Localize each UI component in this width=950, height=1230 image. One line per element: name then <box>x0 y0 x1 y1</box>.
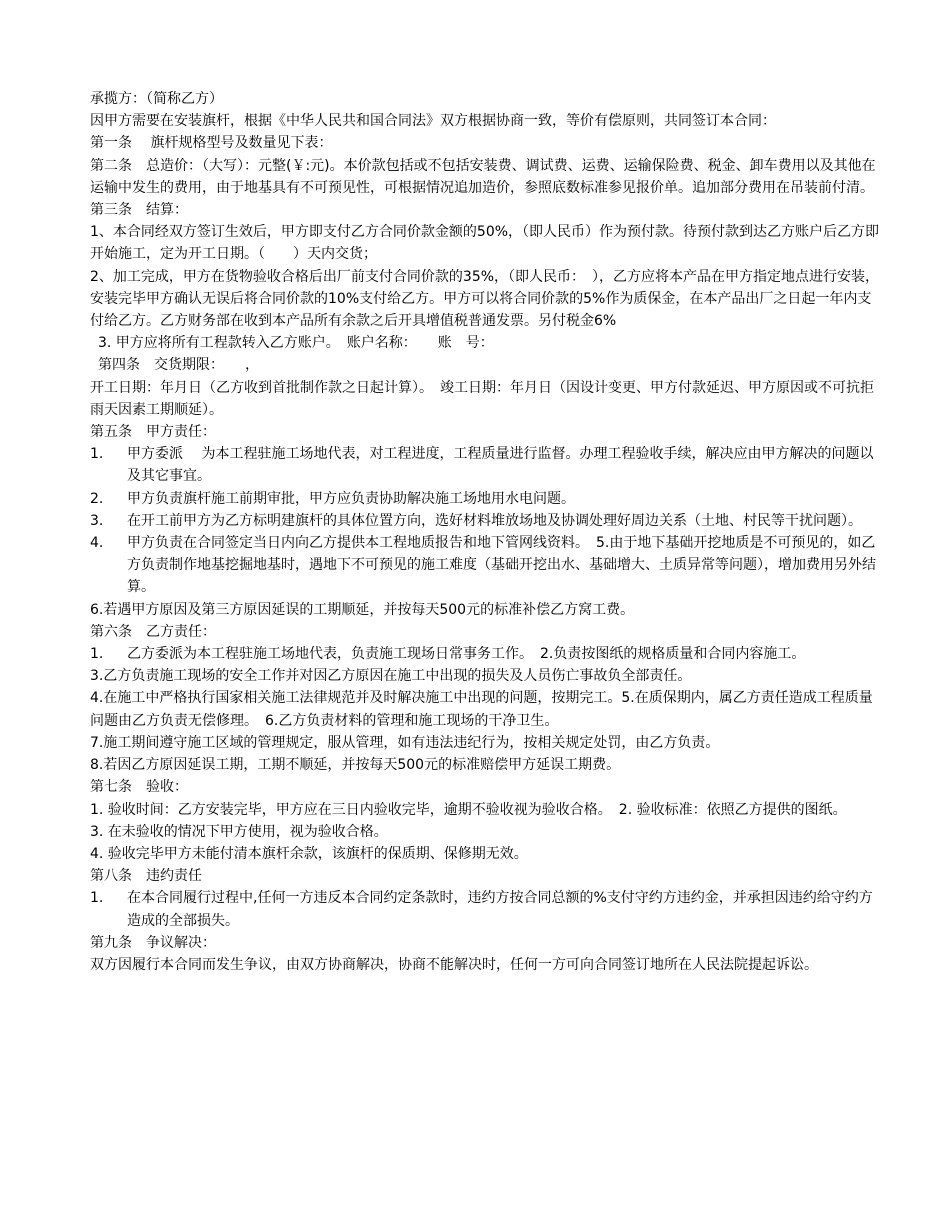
article-6-clause-7: 7.施工期间遵守施工区域的管理规定，服从管理，如有违法违纪行为，按相关规定处罚，由乙方负责。 <box>90 734 720 751</box>
article-8-title: 第八条 违约责任 <box>90 868 202 885</box>
list-item-text: 甲方委派 为本工程驻施工场地代表，对工程进度，工程质量进行监督。办理工程验收手续，解决应由甲方解决的问题以及其它事宜。 <box>127 446 874 485</box>
article-2: 第二条 总造价：（大写）：元整(￥:元)。本价款包括或不包括安装费、调试费、运费、运输保险费、税金、卸车费用以及其他在运输中发生的费用，由于地基具有不可预见性，可根据情况追加造价，参照底数标准参见报价单。追加部分费用在吊装前付清。 <box>90 157 876 196</box>
article-3-clause-2: 2、加工完成，甲方在货物验收合格后出厂前支付合同价款的35%，（即人民币： ），乙方应将本产品在甲方指定地点进行安装，安装完毕甲方确认无误后将合同价款的10%支付给乙方。甲方可以将合同价款的5%作为质保金，在本产品出厂之日起一年内支付给乙方。乙方财务部在收到本产品所有余款之后开具增值税普通发票。另付税金6% <box>90 268 880 330</box>
list-item-text: 在开工前甲方为乙方标明建旗杆的具体位置方向，选好材料堆放场地及协调处理好周边关系（土地、村民等干扰问题）。 <box>127 512 862 529</box>
list-item <box>90 643 880 665</box>
article-7-clause-1: 1. 验收时间：乙方安装完毕，甲方应在三日内验收完毕，逾期不验收视为验收合格。 2. 验收标准：依照乙方提供的图纸。 <box>90 801 847 818</box>
list-item-text: 乙方委派为本工程驻施工场地代表，负责施工现场日常事务工作。 2.负责按图纸的规格质量和合同内容施工。 <box>127 646 806 663</box>
party-b-line: 承揽方：（简称乙方） <box>90 91 223 107</box>
article-5-clause-6: 6.若遇甲方原因及第三方原因延误的工期顺延，并按每天500元的标准补偿乙方窝工费。 <box>90 601 635 618</box>
article-3-clause-1: 1、本合同经双方签订生效后，甲方即支付乙方合同价款金额的50%，（即人民币）作为预付款。待预付款到达乙方账户后乙方即开始施工，定为开工日期。（ ）天内交货； <box>90 224 880 263</box>
article-1: 第一条 旗杆规格型号及数量见下表： <box>90 135 333 152</box>
article-6-clause-3: 3.乙方负责施工现场的安全工作并对因乙方原因在施工中出现的损失及人员伤亡事故负全部责任。 <box>90 668 692 685</box>
list-item-number: 4. <box>90 535 104 552</box>
article-6-clause-4: 4.在施工中严格执行国家相关施工法律规范并及时解决施工中出现的问题，按期完工。5.在质保期内，属乙方责任造成工程质量问题由乙方负责无偿修理。 6.乙方负责材料的管理和施工现场的干净卫生。 <box>90 690 873 729</box>
list-item-number: 1. <box>90 446 104 463</box>
article-5-title: 第五条 甲方责任： <box>90 424 216 441</box>
list-item <box>90 510 880 532</box>
article-4-title: 第四条 交货期限： ， <box>98 357 259 374</box>
article-4-dates: 开工日期：年月日（乙方收到首批制作款之日起计算）。 竣工日期：年月日（因设计变更、甲方付款延迟、甲方原因或不可抗拒雨天因素工期顺延）。 <box>90 379 874 418</box>
article-7-title: 第七条 验收： <box>90 779 188 796</box>
list-item-text: 甲方负责在合同签定当日内向乙方提供本工程地质报告和地下管网线资料。 5.由于地下基础开挖地质是不可预见的，如乙方负责制作地基挖掘地基时，遇地下不可预见的施工难度（基础开挖出水、基础增大、土质异常等问题），增加费用另外结算。 <box>127 535 876 596</box>
list-item-number: 1. <box>90 890 104 907</box>
list-item <box>90 532 880 599</box>
intro-paragraph: 因甲方需要在安装旗杆，根据《中华人民共和国合同法》双方根据协商一致，等价有偿原则，共同签订本合同： <box>90 113 776 130</box>
article-7-clause-4: 4. 验收完毕甲方未能付清本旗杆余款，该旗杆的保质期、保修期无效。 <box>90 845 528 862</box>
article-3-title: 第三条 结算： <box>90 202 188 219</box>
list-item <box>90 443 880 487</box>
article-6-clause-8: 8.若因乙方原因延误工期，工期不顺延，并按每天500元的标准赔偿甲方延误工期费。 <box>90 757 621 774</box>
article-6-title: 第六条 乙方责任： <box>90 623 216 640</box>
list-item-text: 甲方负责旗杆施工前期审批，甲方应负责协助解决施工场地用水电问题。 <box>127 490 575 507</box>
list-item <box>90 887 880 931</box>
list-item <box>90 488 880 510</box>
article-9-title: 第九条 争议解决： <box>90 934 216 951</box>
contract-document <box>90 88 880 976</box>
article-7-clause-3: 3. 在未验收的情况下甲方使用，视为验收合格。 <box>90 823 388 840</box>
article-9-clause: 双方因履行本合同而发生争议，由双方协商解决，协商不能解决时，任何一方可向合同签订地所在人民法院提起诉讼。 <box>90 956 818 973</box>
list-item-number: 1. <box>90 646 104 663</box>
list-item-number: 2. <box>90 490 104 507</box>
list-item-text: 在本合同履行过程中,任何一方违反本合同约定条款时，违约方按合同总额的%支付守约方违约金，并承担因违约给守约方造成的全部损失。 <box>127 890 873 929</box>
article-3-clause-3: 3. 甲方应将所有工程款转入乙方账户。 账户名称： 账 号： <box>98 335 494 352</box>
list-item-number: 3. <box>90 512 104 529</box>
